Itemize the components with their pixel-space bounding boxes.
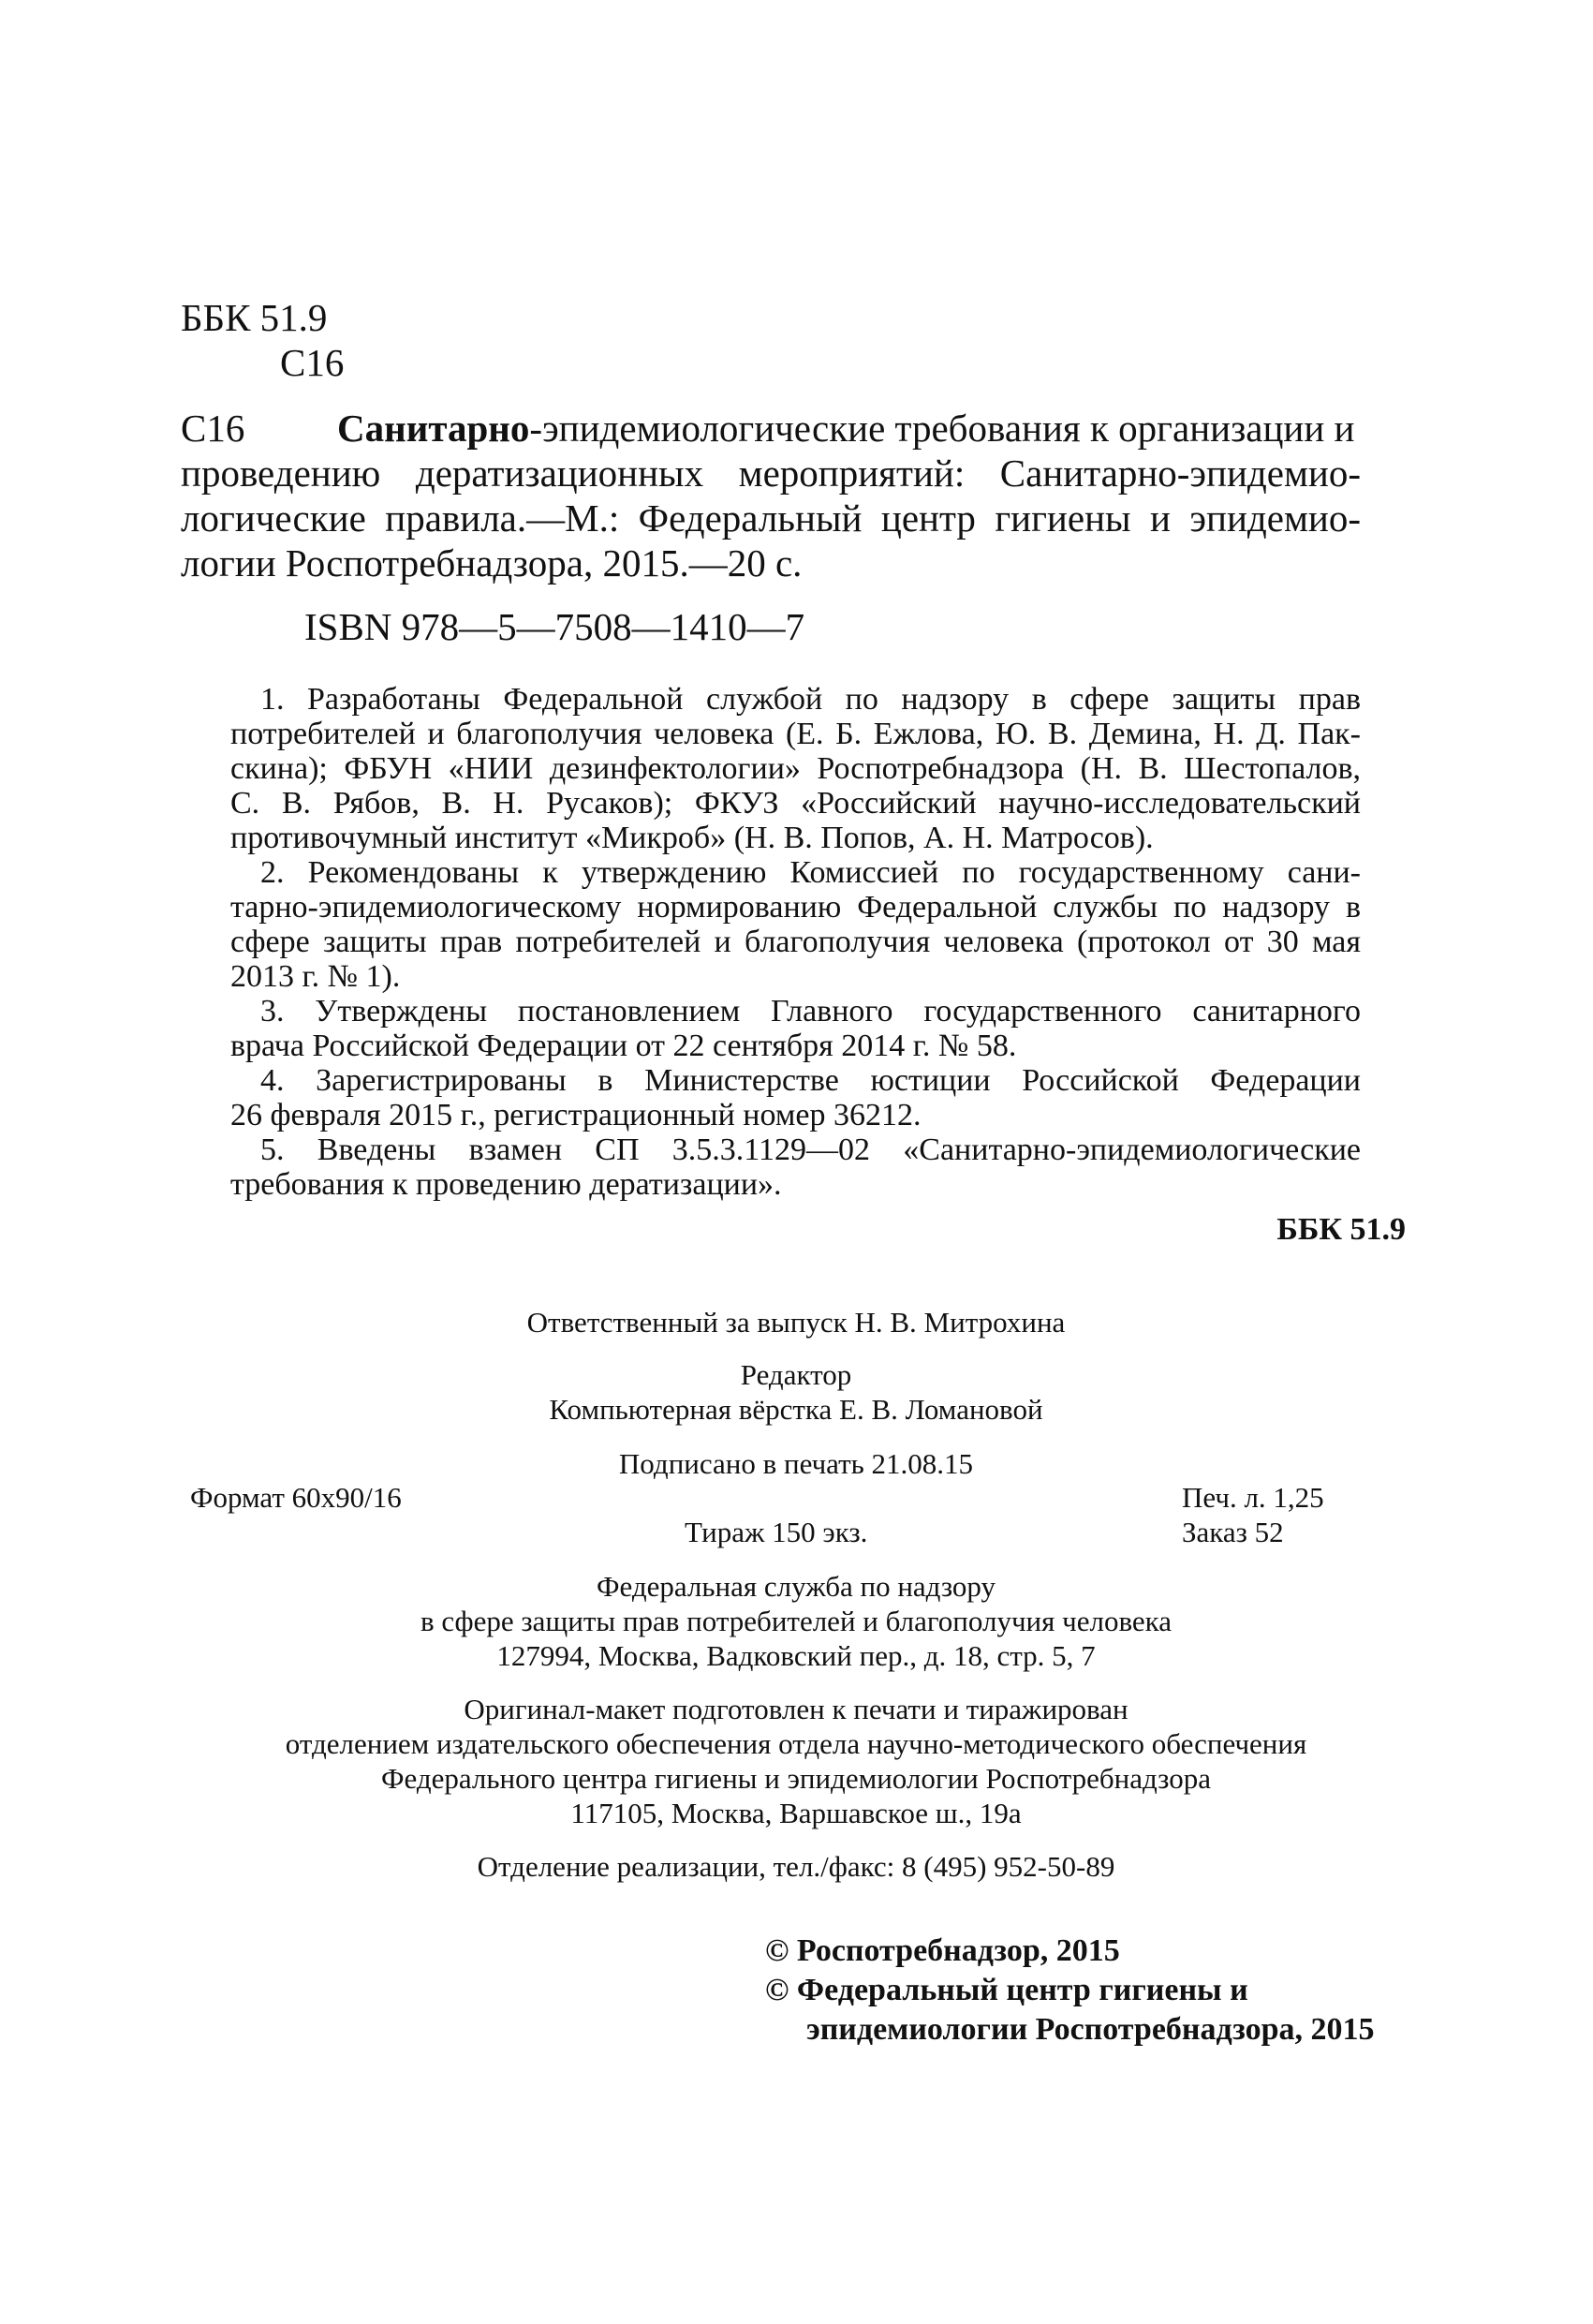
printer-line-2: отделением издательского обеспечения отдела научно-методического обеспечения — [285, 1727, 1307, 1760]
entry-line-1 — [337, 403, 1361, 453]
layout-credit: Компьютерная вёрстка Е. В. Ломановой — [549, 1393, 1043, 1426]
item-3-line-1: 3. Утверждены постановлением Главного государственного санитарного — [260, 994, 1361, 1029]
bbk-code-top: ББК 51.9 — [181, 296, 328, 339]
isbn: ISBN 978—5—7508—1410—7 — [304, 605, 805, 648]
item-4-line-1: 4. Зарегистрированы в Министерстве юстиции Российской Федерации — [260, 1063, 1361, 1098]
item-1-line-4: С. В. Рябов, В. Н. Русаков); ФКУЗ «Российский научно-исследовательский — [230, 786, 1361, 821]
item-1-line-2: потребителей и благополучия человека (Е. Б. Ежлова, Ю. В. Демина, Н. Д. Пак- — [230, 717, 1361, 751]
author-mark: С16 — [280, 341, 345, 384]
entry-line-2: проведению дератизационных мероприятий: Санитарно-эпидемио- — [181, 451, 1361, 495]
print-sheets: Печ. л. 1,25 — [1182, 1481, 1324, 1514]
bbk-code-bottom: ББК 51.9 — [1276, 1212, 1406, 1247]
entry-title-bold: Санитарно — [337, 407, 530, 450]
item-1-line-5: противочумный институт «Микроб» (Н. В. Попов, А. Н. Матросов). — [230, 821, 1154, 855]
item-2-line-2: тарно-эпидемиологическому нормированию Федеральной службы по надзору в — [230, 890, 1361, 925]
copyright-2: © Федеральный центр гигиены и — [765, 1973, 1248, 2007]
entry-title-rest: -эпидемиологические требования к организации и — [529, 407, 1355, 450]
printer-address: 117105, Москва, Варшавское ш., 19а — [570, 1797, 1022, 1829]
editor-label: Редактор — [740, 1358, 852, 1391]
item-3-line-2: врача Российской Федерации от 22 сентября 2014 г. № 58. — [230, 1029, 1017, 1063]
publisher-address: 127994, Москва, Вадковский пер., д. 18, стр. 5, 7 — [496, 1639, 1096, 1672]
item-5-line-2: требования к проведению дератизации». — [230, 1167, 782, 1202]
item-4-line-2: 26 февраля 2015 г., регистрационный номер 36212. — [230, 1098, 922, 1132]
copyright-1: © Роспотребнадзор, 2015 — [765, 1933, 1120, 1968]
item-2-line-4: 2013 г. № 1). — [230, 959, 401, 994]
item-1-line-3: скина); ФБУН «НИИ дезинфектологии» Роспотребнадзора (Н. В. Шестопалов, — [230, 751, 1361, 786]
item-2-line-1: 2. Рекомендованы к утверждению Комиссией по государственному сани- — [260, 855, 1361, 890]
order-number: Заказ 52 — [1182, 1516, 1284, 1548]
item-2-line-3: сфере защиты прав потребителей и благополучия человека (протокол от 30 мая — [230, 925, 1361, 959]
printer-line-3: Федерального центра гигиены и эпидемиологии Роспотребнадзора — [381, 1762, 1211, 1795]
responsible-editor: Ответственный за выпуск Н. В. Митрохина — [526, 1306, 1066, 1339]
entry-label: С16 — [181, 407, 245, 450]
sales-contact: Отделение реализации, тел./факс: 8 (495) 952-50-89 — [477, 1850, 1115, 1883]
print-run: Тираж 150 экз. — [685, 1516, 868, 1548]
item-1-line-1: 1. Разработаны Федеральной службой по надзору в сфере защиты прав — [260, 682, 1361, 717]
paper-format: Формат 60х90/16 — [190, 1481, 402, 1514]
publisher-line-1: Федеральная служба по надзору — [597, 1570, 996, 1603]
printer-line-1: Оригинал-макет подготовлен к печати и тиражирован — [464, 1693, 1128, 1725]
entry-line-3: логические правила.—М.: Федеральный центр гигиены и эпидемио- — [181, 496, 1361, 540]
publisher-line-2: в сфере защиты прав потребителей и благополучия человека — [420, 1605, 1173, 1637]
signed-date: Подписано в печать 21.08.15 — [618, 1447, 974, 1480]
item-5-line-1: 5. Введены взамен СП 3.5.3.1129—02 «Санитарно-эпидемиологические — [260, 1132, 1361, 1167]
entry-line-4: логии Роспотребнадзора, 2015.—20 с. — [181, 541, 803, 585]
copyright-2-cont: эпидемиологии Роспотребнадзора, 2015 — [806, 2012, 1375, 2047]
